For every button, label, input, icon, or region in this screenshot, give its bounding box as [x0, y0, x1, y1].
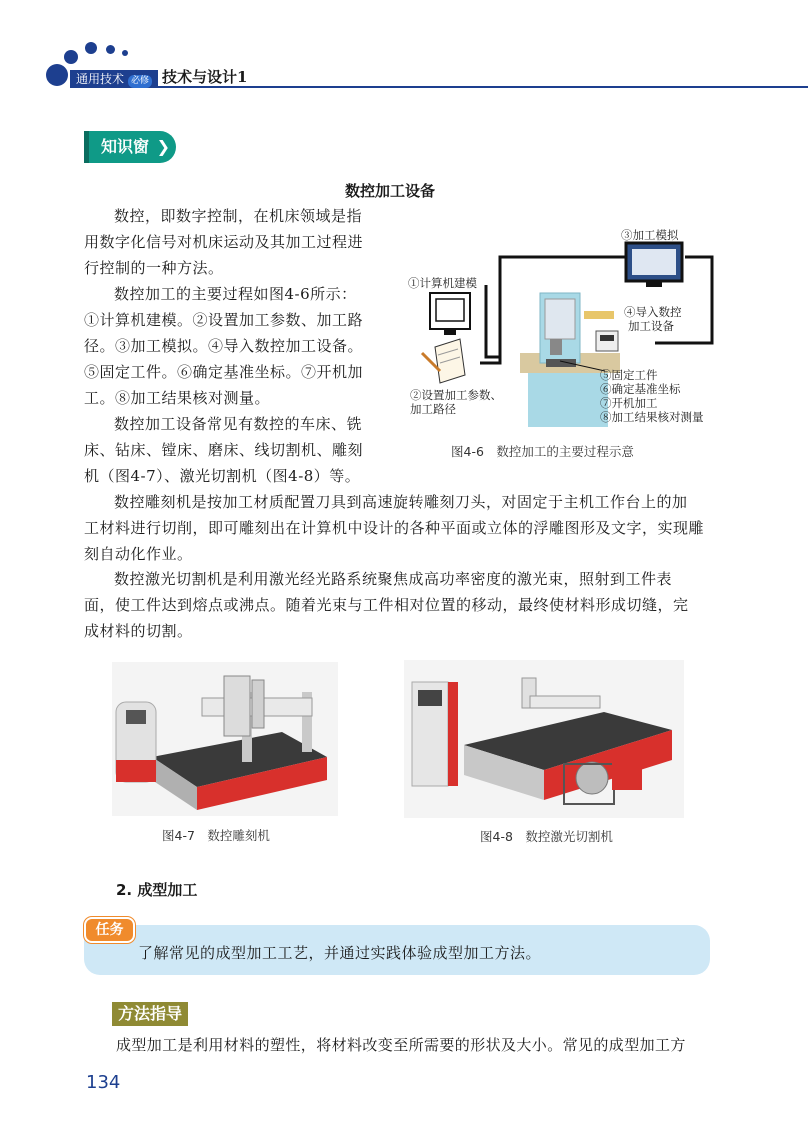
figure-4-8-caption: 图4-8 数控激光切割机 [480, 829, 613, 844]
chevron-right-icon: ❯ [156, 137, 170, 156]
diagram-label-5: ⑤固定工件 [600, 368, 658, 382]
laser-cutter-photo [404, 660, 684, 818]
left-paragraph-1 [84, 203, 384, 281]
diagram-label-2a: ②设置加工参数、 [410, 388, 502, 402]
parameter-paper [435, 339, 465, 383]
cnc-engraver-photo [112, 662, 338, 816]
method-text: 成型加工是利用材料的塑性，将材料改变至所需要的形状及大小。常见的成型加工方 [116, 1036, 686, 1054]
method-guide-tag: 方法指导 [112, 1002, 188, 1026]
series-label: 通用技术 [76, 72, 125, 86]
text-line: 数控雕刻机是按加工材质配置刀具到高速旋转雕刻刀头，对固定于主机工作台上的加 [114, 493, 688, 511]
text-line: 径。③加工模拟。④导入数控加工设备。 [84, 337, 364, 355]
text-line: 数控加工的主要过程如图4-6所示： [114, 285, 357, 303]
header-dot-large [46, 64, 68, 86]
left-paragraph-2 [84, 281, 384, 411]
knowledge-window-label: 知识窗 [101, 137, 150, 156]
subsection-heading: 2. 成型加工 [116, 881, 198, 899]
diagram-label-8: ⑧加工结果核对测量 [600, 410, 704, 424]
text-line: 数控，即数字控制，在机床领域是指 [114, 207, 363, 225]
diagram-label-6: ⑥确定基准坐标 [600, 382, 681, 396]
text-line: 工。⑧加工结果核对测量。 [84, 389, 271, 407]
page-number: 134 [86, 1072, 121, 1093]
control-cable [584, 311, 614, 319]
text-line: 机（图4-7）、激光切割机（图4-8）等。 [84, 467, 361, 485]
text-line: 刻自动化作业。 [84, 545, 193, 563]
diagram-label-7: ⑦开机加工 [600, 396, 658, 410]
diagram-label-1: ①计算机建模 [408, 276, 477, 290]
text-line: 面，使工件达到熔点或沸点。随着光束与工件相对位置的移动，最终使材料形成切缝，完 [84, 596, 689, 614]
machine-base [528, 365, 608, 427]
knowledge-window-tag [84, 131, 176, 163]
text-line: 用数字化信号对机床运动及其加工过程进 [84, 233, 364, 251]
paragraph-laser [84, 566, 724, 644]
text-line: 数控激光切割机是利用激光经光路系统聚焦成高功率密度的激光束，照射到工件表 [114, 570, 673, 588]
section-title: 数控加工设备 [345, 182, 436, 200]
text-line: 行控制的一种方法。 [84, 259, 224, 277]
left-paragraph-3 [84, 411, 384, 489]
diagram-label-4b: 加工设备 [628, 319, 674, 333]
header-dot-3 [106, 45, 115, 54]
diagram-label-2b: 加工路径 [410, 402, 456, 416]
text-line: ①计算机建模。②设置加工参数、加工路 [84, 311, 364, 329]
header-dot-1 [64, 50, 78, 64]
text-line: 数控加工设备常见有数控的车床、铣 [114, 415, 363, 433]
book-title: 技术与设计1 [162, 68, 248, 86]
header-series-tag [70, 70, 158, 88]
figure-4-6-caption: 图4-6 数控加工的主要过程示意 [451, 444, 634, 459]
diagram-label-3: ③加工模拟 [621, 228, 679, 242]
task-tag: 任务 [84, 917, 135, 943]
text-line: 工材料进行切削，即可雕刻出在计算机中设计的各种平面或立体的浮雕图形及文字，实现雕 [84, 519, 705, 537]
header-dot-2 [85, 42, 97, 54]
task-text: 了解常见的成型加工工艺，并通过实践体验成型加工方法。 [138, 944, 542, 962]
text-line: 成材料的切割。 [84, 622, 193, 640]
required-badge: 必修 [128, 75, 152, 88]
figure-4-7-caption: 图4-7 数控雕刻机 [162, 828, 270, 843]
header-dot-4 [122, 50, 128, 56]
flow-line [486, 285, 500, 357]
paragraph-engraver [84, 489, 724, 567]
diagram-label-4a: ④导入数控 [624, 305, 682, 319]
text-line: 床、钻床、镗床、磨床、线切割机、雕刻 [84, 441, 364, 459]
text-line: ⑤固定工件。⑥确定基准坐标。⑦开机加 [84, 363, 364, 381]
